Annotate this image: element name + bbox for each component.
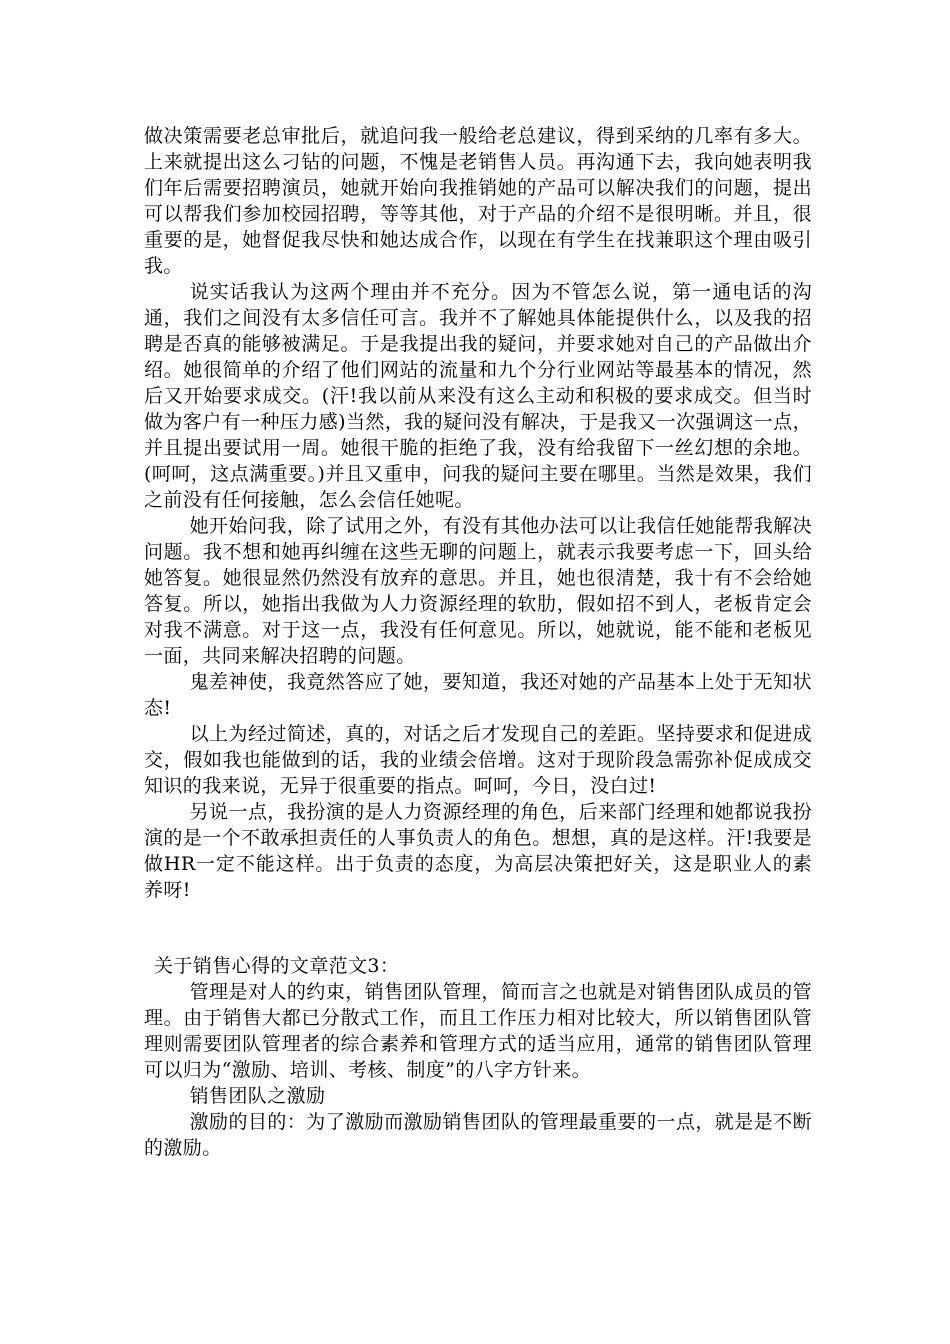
section-heading: 关于销售心得的文章范文3： [154,955,400,977]
paragraph-reasons: 说实话我认为这两个理由并不充分。因为不管怎么说，第一通电话的沟通，我们之间没有太多信任可言。我并不了解她具体能提供什么，以及我的招聘是否真的能够被满足。于是我提出我的疑问，并要求她对自己的产品做出介绍。她很简单的介绍了他们网站的流量和九个分行业网站等最基本的情况，然后又开始要求成交。(汗!我以前从来没有这么主动和积极的要求成交。但当时做为客户有一种压力感)当然，我的疑问没有解决，于是我又一次强调这一点，并且提出要试用一周。她很干脆的拒绝了我，没有给我留下一丝幻想的余地。(呵呵，这点满重要。)并且又重申，问我的疑问主要在哪里。当然是效果，我们之前没有任何接触，怎么会信任她呢。 [144,281,812,511]
paragraph-management: 管理是对人的约束，销售团队管理，简而言之也就是对销售团队成员的管理。由于销售大都已分散式工作，而且工作压力相对比较大，所以销售团队管理则需要团队管理者的综合素养和管理方式的适当应用，通常的销售团队管理可以归为“激励、培训、考核、制度”的八字方针来。 [144,981,812,1081]
document-page [144,123,812,1161]
paragraph-continuation: 做决策需要老总审批后，就追问我一般给老总建议，得到采纳的几率有多大。上来就提出这么刁钻的问题，不愧是老销售人员。再沟通下去，我向她表明我们年后需要招聘演员，她就开始向我推销她的产品可以解决我们的问题，提出可以帮我们参加校园招聘，等等其他，对于产品的介绍不是很明晰。并且，很重要的是，她督促我尽快和她达成合作，以现在有学生在找兼职这个理由吸引我。 [144,125,812,277]
paragraph-role: 另说一点，我扮演的是人力资源经理的角色，后来部门经理和她都说我扮演的是一个不敢承担责任的人事负责人的角色。想想，真的是这样。汗!我要是做HR一定不能这样。出于负责的态度，为高层决策把好关，这是职业人的素养呀! [144,801,812,901]
paragraph-summary: 以上为经过简述，真的，对话之后才发现自己的差距。坚持要求和促进成交，假如我也能做到的话，我的业绩会倍增。这对于现阶段急需弥补促成成交知识的我来说，无异于很重要的指点。呵呵，今日，没白过! [144,723,812,797]
paragraph-trust: 她开始问我，除了试用之外，有没有其他办法可以让我信任她能帮我解决问题。我不想和她再纠缠在这些无聊的问题上，就表示我要考虑一下，回头给她答复。她很显然仍然没有放弃的意思。并且，她也很清楚，我十有不会给她答复。所以，她指出我做为人力资源经理的软肋，假如招不到人，老板肯定会对我不满意。对于这一点，我没有任何意见。所以，她就说，能不能和老板见一面，共同来解决招聘的问题。 [144,515,812,667]
subheading-incentive: 销售团队之激励 [189,1085,326,1107]
section-spacer [144,903,812,953]
paragraph-agreed: 鬼差神使，我竟然答应了她，要知道，我还对她的产品基本上处于无知状态! [144,671,812,719]
paragraph-incentive-purpose: 激励的目的：为了激励而激励销售团队的管理最重要的一点，就是是不断的激励。 [144,1111,812,1159]
